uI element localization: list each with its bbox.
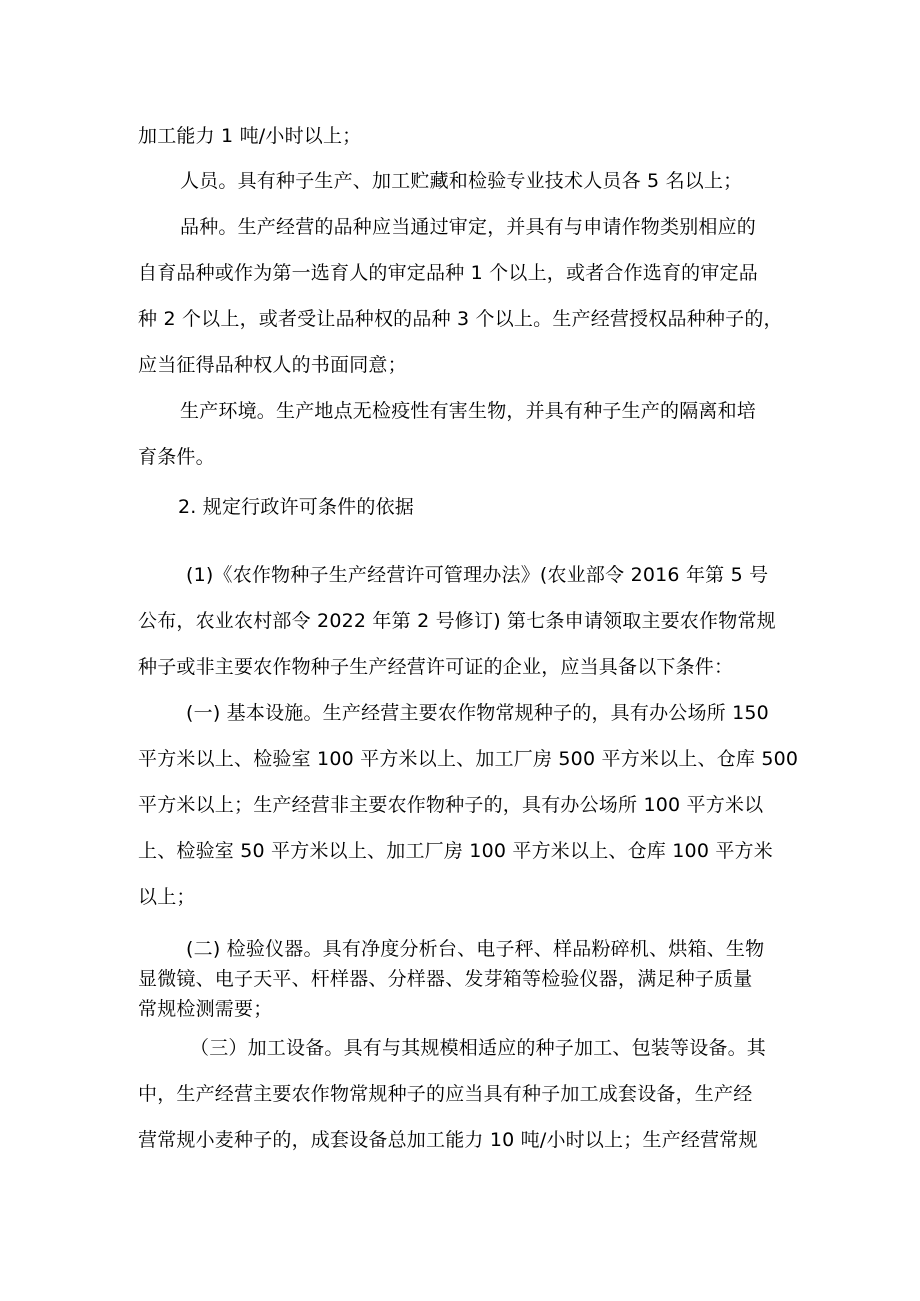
text-line: 常规检测需要；	[138, 998, 273, 1020]
text-line: 中，生产经营主要农作物常规种子的应当具有种子加工成套设备，生产经	[138, 1083, 753, 1105]
text-line: 人员。具有种子生产、加工贮藏和检验专业技术人员各 5 名以上；	[180, 170, 743, 192]
text-line: （三）加工设备。具有与其规模相适应的种子加工、包装等设备。其	[190, 1037, 767, 1059]
text-line: 以上；	[138, 886, 196, 908]
text-line: 上、检验室 50 平方米以上、加工厂房 100 平方米以上、仓库 100 平方米	[138, 840, 773, 862]
text-line: 平方米以上、检验室 100 平方米以上、加工厂房 500 平方米以上、仓库 500	[138, 748, 799, 770]
text-line: 种子或非主要农作物种子生产经营许可证的企业，应当具备以下条件：	[138, 656, 734, 678]
section-heading: 2. 规定行政许可条件的依据	[178, 496, 414, 518]
text-line: 加工能力 1 吨/小时以上；	[138, 125, 362, 147]
text-line: 营常规小麦种子的，成套设备总加工能力 10 吨/小时以上；生产经营常规	[138, 1129, 758, 1151]
text-line: 平方米以上；生产经营非主要农作物种子的，具有办公场所 100 平方米以	[138, 794, 764, 816]
text-line: 育条件。	[138, 446, 215, 468]
text-line: (一) 基本设施。生产经营主要农作物常规种子的，具有办公场所 150	[186, 702, 769, 724]
text-line: 品种。生产经营的品种应当通过审定，并具有与申请作物类别相应的	[180, 216, 757, 238]
text-line: 生产环境。生产地点无检疫性有害生物，并具有种子生产的隔离和培	[180, 400, 757, 422]
text-line: (1)《农作物种子生产经营许可管理办法》(农业部令 2016 年第 5 号	[186, 564, 769, 586]
text-line: 显微镜、电子天平、杆样器、分样器、发芽箱等检验仪器，满足种子质量	[138, 968, 753, 990]
text-line: (二) 检验仪器。具有净度分析台、电子秤、样品粉碎机、烘箱、生物	[186, 938, 765, 960]
text-line: 公布，农业农村部令 2022 年第 2 号修订) 第七条申请领取主要农作物常规	[138, 610, 776, 632]
text-line: 自育品种或作为第一选育人的审定品种 1 个以上，或者合作选育的审定品	[138, 262, 758, 284]
text-line: 应当征得品种权人的书面同意；	[138, 354, 407, 376]
text-line: 种 2 个以上，或者受让品种权的品种 3 个以上。生产经营授权品种种子的，	[138, 308, 783, 330]
